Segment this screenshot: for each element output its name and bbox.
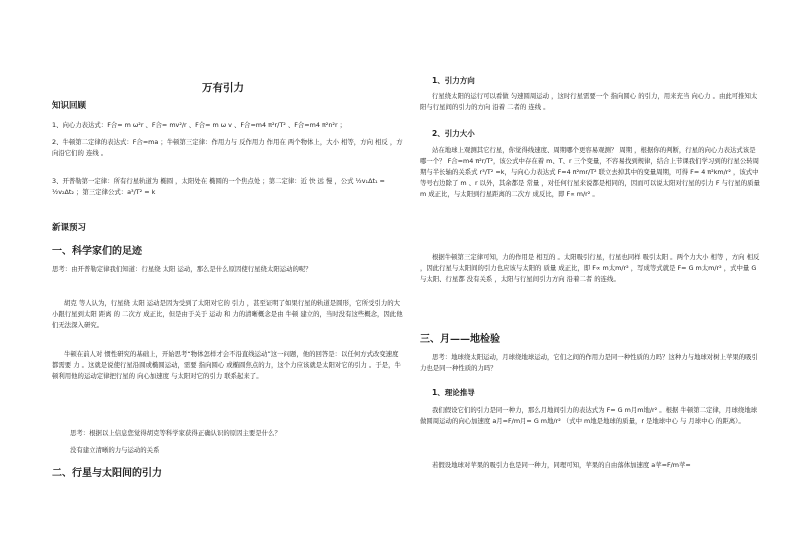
- review-heading: 知识回顾: [52, 101, 87, 111]
- subsection-2-heading: 2、引力大小: [432, 129, 475, 138]
- theory-derivation-heading: 1、理论推导: [432, 388, 475, 397]
- section-1-paragraph-1: 胡克 等人认为，行星绕 太阳 运动是因为受到了太阳对它的 引力 ，甚至证明了如果行星的轨道是圆形，它所受引力的大小跟行星到太阳 距离 的 二次方 成正比，但是由于关于 运动 和 力的清晰概念是由 牛顿 建立的，当时没有这些概念，因此他们无法深入研究。: [52, 299, 403, 329]
- section-2-heading: 二、行星与太阳间的引力: [52, 468, 162, 479]
- preview-heading: 新课预习: [52, 223, 87, 233]
- theory-paragraph-1: 我们假设它们的引力是同一种力，那么月地间引力的表达式为 F= G m月m地/r² 。根据 牛顿第二定律，月球绕地球做圆周运动的向心加速度 a月=F/m月= G m地/r² （式中 m地是地球的质量，r 是地球中心 与 月球中心 的距离）。: [420, 406, 758, 425]
- subsection-2-paragraph-2: 根据牛顿第三定律可知，力的作用是 相互的 。太阳吸引行星，行星也同样 吸引太阳 。两个力大小 相等 ，方向 相反 ，因此行星与太阳间的引力也应该与太阳的 质量 成正比，即 F∝ m太m/r² ，写成等式就是 F= G m太m/r² ，式中量 G 与太阳、行星都 没有关系 ，太阳与行星间引力方向 沿着二者 的连线。: [420, 253, 760, 283]
- review-item-2: 2、牛顿第二定律的表达式：F合=ma ；牛顿第三定律：作用力与 反作用力 作用在 两个物体上，大小 相等，方向 相反 ，方向沿它们的 连线 。: [52, 138, 403, 157]
- section-1-answer: 没有建立清晰的力与运动的关系: [70, 446, 160, 454]
- subsection-1-text: 行星绕太阳的运行可以看做 匀速圆周运动 ，这时行星需要一个 指向圆心 的引力，用来充当 向心力 。由此可推知太阳与行星间的引力的方向 沿着 二者的 连线 。: [420, 92, 758, 111]
- theory-paragraph-2: 若假设地球对苹果的吸引力也是同一种力，同理可知，苹果的自由落体加速度 a苹=F/m苹=: [432, 461, 691, 469]
- review-item-1: 1、向心力表达式：F合= m ω²r 、F合= mv²/r 、F合= m ω v 、F合=m4 π²r/T² 、F合=m4 π²n²r ；: [52, 121, 347, 129]
- section-1-paragraph-2: 牛顿在前人对 惯性研究的基础上，开始思考“物体怎样才会不沿直线运动”这一问题，他的回答是：以任何方式改变速度都需要 力 。这就是说使行星沿圆或椭圆运动，需要 指向圆心 或椭圆焦点的力，这个力应该就是太阳对它的引力 。于是，牛顿利用他的运动定律把行星的 向心加速度 与太阳对它的引力 联系起来了。: [52, 350, 401, 380]
- review-item-3: 3、开普勒第一定律：所有行星轨道为 椭圆 ，太阳处在 椭圆的一个焦点处 ；第二定律：近 快 远 慢 ，公式 ½v₁Δt₁ = ½v₂Δt₂ ；第三定律公式：a³/T² = k: [52, 177, 385, 196]
- subsection-2-paragraph-1: 站在地球上观测其它行星，你觉得线速度、周期哪个更容易观测？ 周期 ，根据你的判断，行星的向心力表达式该是哪一个？ F合=m4 π²r/T²，该公式中存在着 m、T、r 三个变量，不容易找到规律，结合上节课我们学习到的行星公转周期与半长轴的关系式 r³/T² =k，与向心力表达式 F=4 π²mr/T² 联立去掉其中的变量周期，可得 F= 4 π²km/r² ，该式中等号右边除了 m 、r 以外，其余都是 常量 ，对任何行星来说都是相同的，因而可以说太阳对行星的引力 F 与行星的质量 m 成正比，与太阳到行星距离的二次方 成反比，即 F∝ m/r² 。: [420, 146, 760, 198]
- subsection-1-heading: 1、引力方向: [432, 76, 475, 85]
- section-1-question: 思考：由开普勒定律我们知道：行星绕 太阳 运动，那么是什么原因使行星绕太阳运动的呢？: [52, 265, 312, 273]
- section-1-heading: 一、科学家们的足迹: [52, 246, 142, 257]
- section-1-think: 思考：根据以上信息您觉得胡克等科学家获得正确认识的原因主要是什么？: [70, 429, 281, 437]
- section-3-question: 思考：地球绕太阳运动，月球绕地球运动，它们之间的作用力是同一种性质的力吗？这种力与地球对树上苹果的吸引力也是同一种性质的力吗？: [420, 353, 758, 372]
- page-title: 万有引力: [202, 82, 244, 94]
- section-3-heading: 三、月——地检验: [420, 334, 500, 345]
